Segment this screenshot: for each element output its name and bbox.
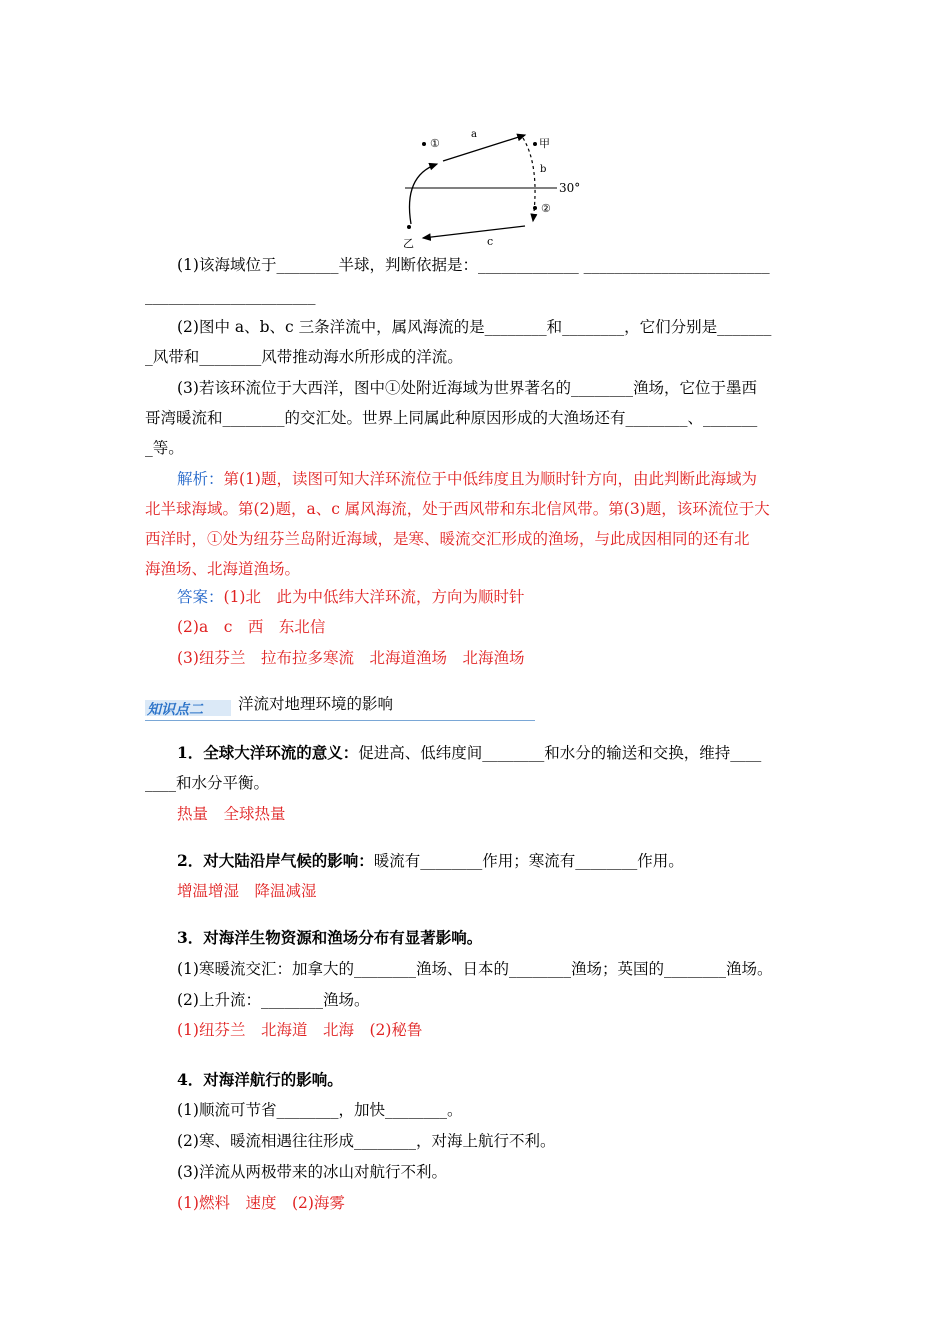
item1-answer: 热量 全球热量 <box>177 805 286 823</box>
item4-line3: (3)洋流从两极带来的冰山对航行不利。 <box>177 1163 447 1181</box>
item4-head: 4．对海洋航行的影响。 <box>177 1070 343 1089</box>
current-a-arrow <box>443 135 525 161</box>
answer-label: 答案： <box>177 588 224 606</box>
item2-head: 2．对大陆沿岸气候的影响： <box>177 851 374 870</box>
point-2-dot <box>533 206 537 210</box>
answer-line3: (3)纽芬兰 拉布拉多寒流 北海道渔场 北海渔场 <box>177 649 525 667</box>
item4-line2: (2)寒、暖流相遇往往形成________，对海上航行不利。 <box>177 1132 556 1150</box>
item3-head: 3．对海洋生物资源和渔场分布有显著影响。 <box>177 928 483 947</box>
q3-line1: (3)若该环流位于大西洋，图中①处附近海域为世界著名的________渔场，它位于墨西 <box>177 379 757 397</box>
ocean-current-diagram <box>395 126 595 251</box>
item2-text1: 暖流有________作用；寒流有________作用。 <box>373 852 684 870</box>
q3-line2: 哥湾暖流和________的交汇处。世界上同属此种原因形成的大渔场还有________、_______ <box>145 409 758 427</box>
item1-line2: ____和水分平衡。 <box>145 774 270 792</box>
answer-line2: (2)a c 西 东北信 <box>177 618 326 636</box>
q1-line1: (1)该海域位于________半球，判断依据是：_____________ ________________________ <box>177 256 770 274</box>
analysis-line3: 西洋时，①处为纽芬兰岛附近海域，是寒、暖流交汇形成的渔场，与此成因相同的还有北 <box>145 530 750 548</box>
analysis-line2: 北半球海域。第(2)题，a、c 属风海流，处于西风带和东北信风带。第(3)题，该环流位于大 <box>145 500 770 518</box>
label-c: c <box>487 235 494 248</box>
item4-answer: (1)燃料 速度 (2)海雾 <box>177 1194 345 1212</box>
label-2: ② <box>541 202 551 215</box>
q1-line2: ______________________ <box>145 287 316 305</box>
label-1: ① <box>430 137 440 150</box>
section-tag-text: 知识点二 <box>147 702 203 718</box>
current-c-arrow <box>423 226 525 238</box>
item3-line2: (2)上升流：________渔场。 <box>177 991 370 1009</box>
analysis-text1: 第(1)题，读图可知大洋环流位于中低纬度且为顺时针方向，由此判断此海域为 <box>223 470 757 488</box>
label-a: a <box>471 129 477 140</box>
section-divider <box>145 720 535 721</box>
point-1-dot <box>422 142 426 146</box>
item3-line1: (1)寒暖流交汇：加拿大的________渔场、日本的________渔场；英国的________渔场。 <box>177 960 773 978</box>
label-yi: 乙 <box>403 237 414 250</box>
section-tag <box>145 694 231 720</box>
item2-answer: 增温增湿 降温减湿 <box>177 882 317 900</box>
item1-line1 <box>177 743 842 763</box>
analysis-line1 <box>177 469 842 489</box>
q3-line3: _等。 <box>145 439 184 457</box>
answer-line1 <box>177 587 842 607</box>
label-b: b <box>540 164 547 175</box>
answer-text1: (1)北 此为中低纬大洋环流，方向为顺时针 <box>223 588 525 606</box>
item4-line1: (1)顺流可节省________，加快________。 <box>177 1101 463 1119</box>
label-jia: 甲 <box>539 137 550 150</box>
item1-head: 1．全球大洋环流的意义： <box>177 743 359 762</box>
point-jia-dot <box>533 142 537 146</box>
section-title: 洋流对地理环境的影响 <box>238 695 394 713</box>
item1-text1: 促进高、低纬度间________和水分的输送和交换，维持____ <box>358 744 762 762</box>
item2-line1 <box>177 851 842 871</box>
current-curve-arrow <box>409 164 437 224</box>
analysis-line4: 海渔场、北海道渔场。 <box>145 560 301 578</box>
q2-line2: _风带和________风带推动海水所形成的洋流。 <box>145 348 463 366</box>
q2-line1: (2)图中 a、b、c 三条洋流中，属风海流的是________和________，它们分别是_______ <box>177 318 772 336</box>
item3-answer: (1)纽芬兰 北海道 北海 (2)秘鲁 <box>177 1021 423 1039</box>
label-lat: 30° <box>559 181 581 195</box>
point-yi-dot <box>407 225 411 229</box>
analysis-label: 解析： <box>177 470 224 488</box>
